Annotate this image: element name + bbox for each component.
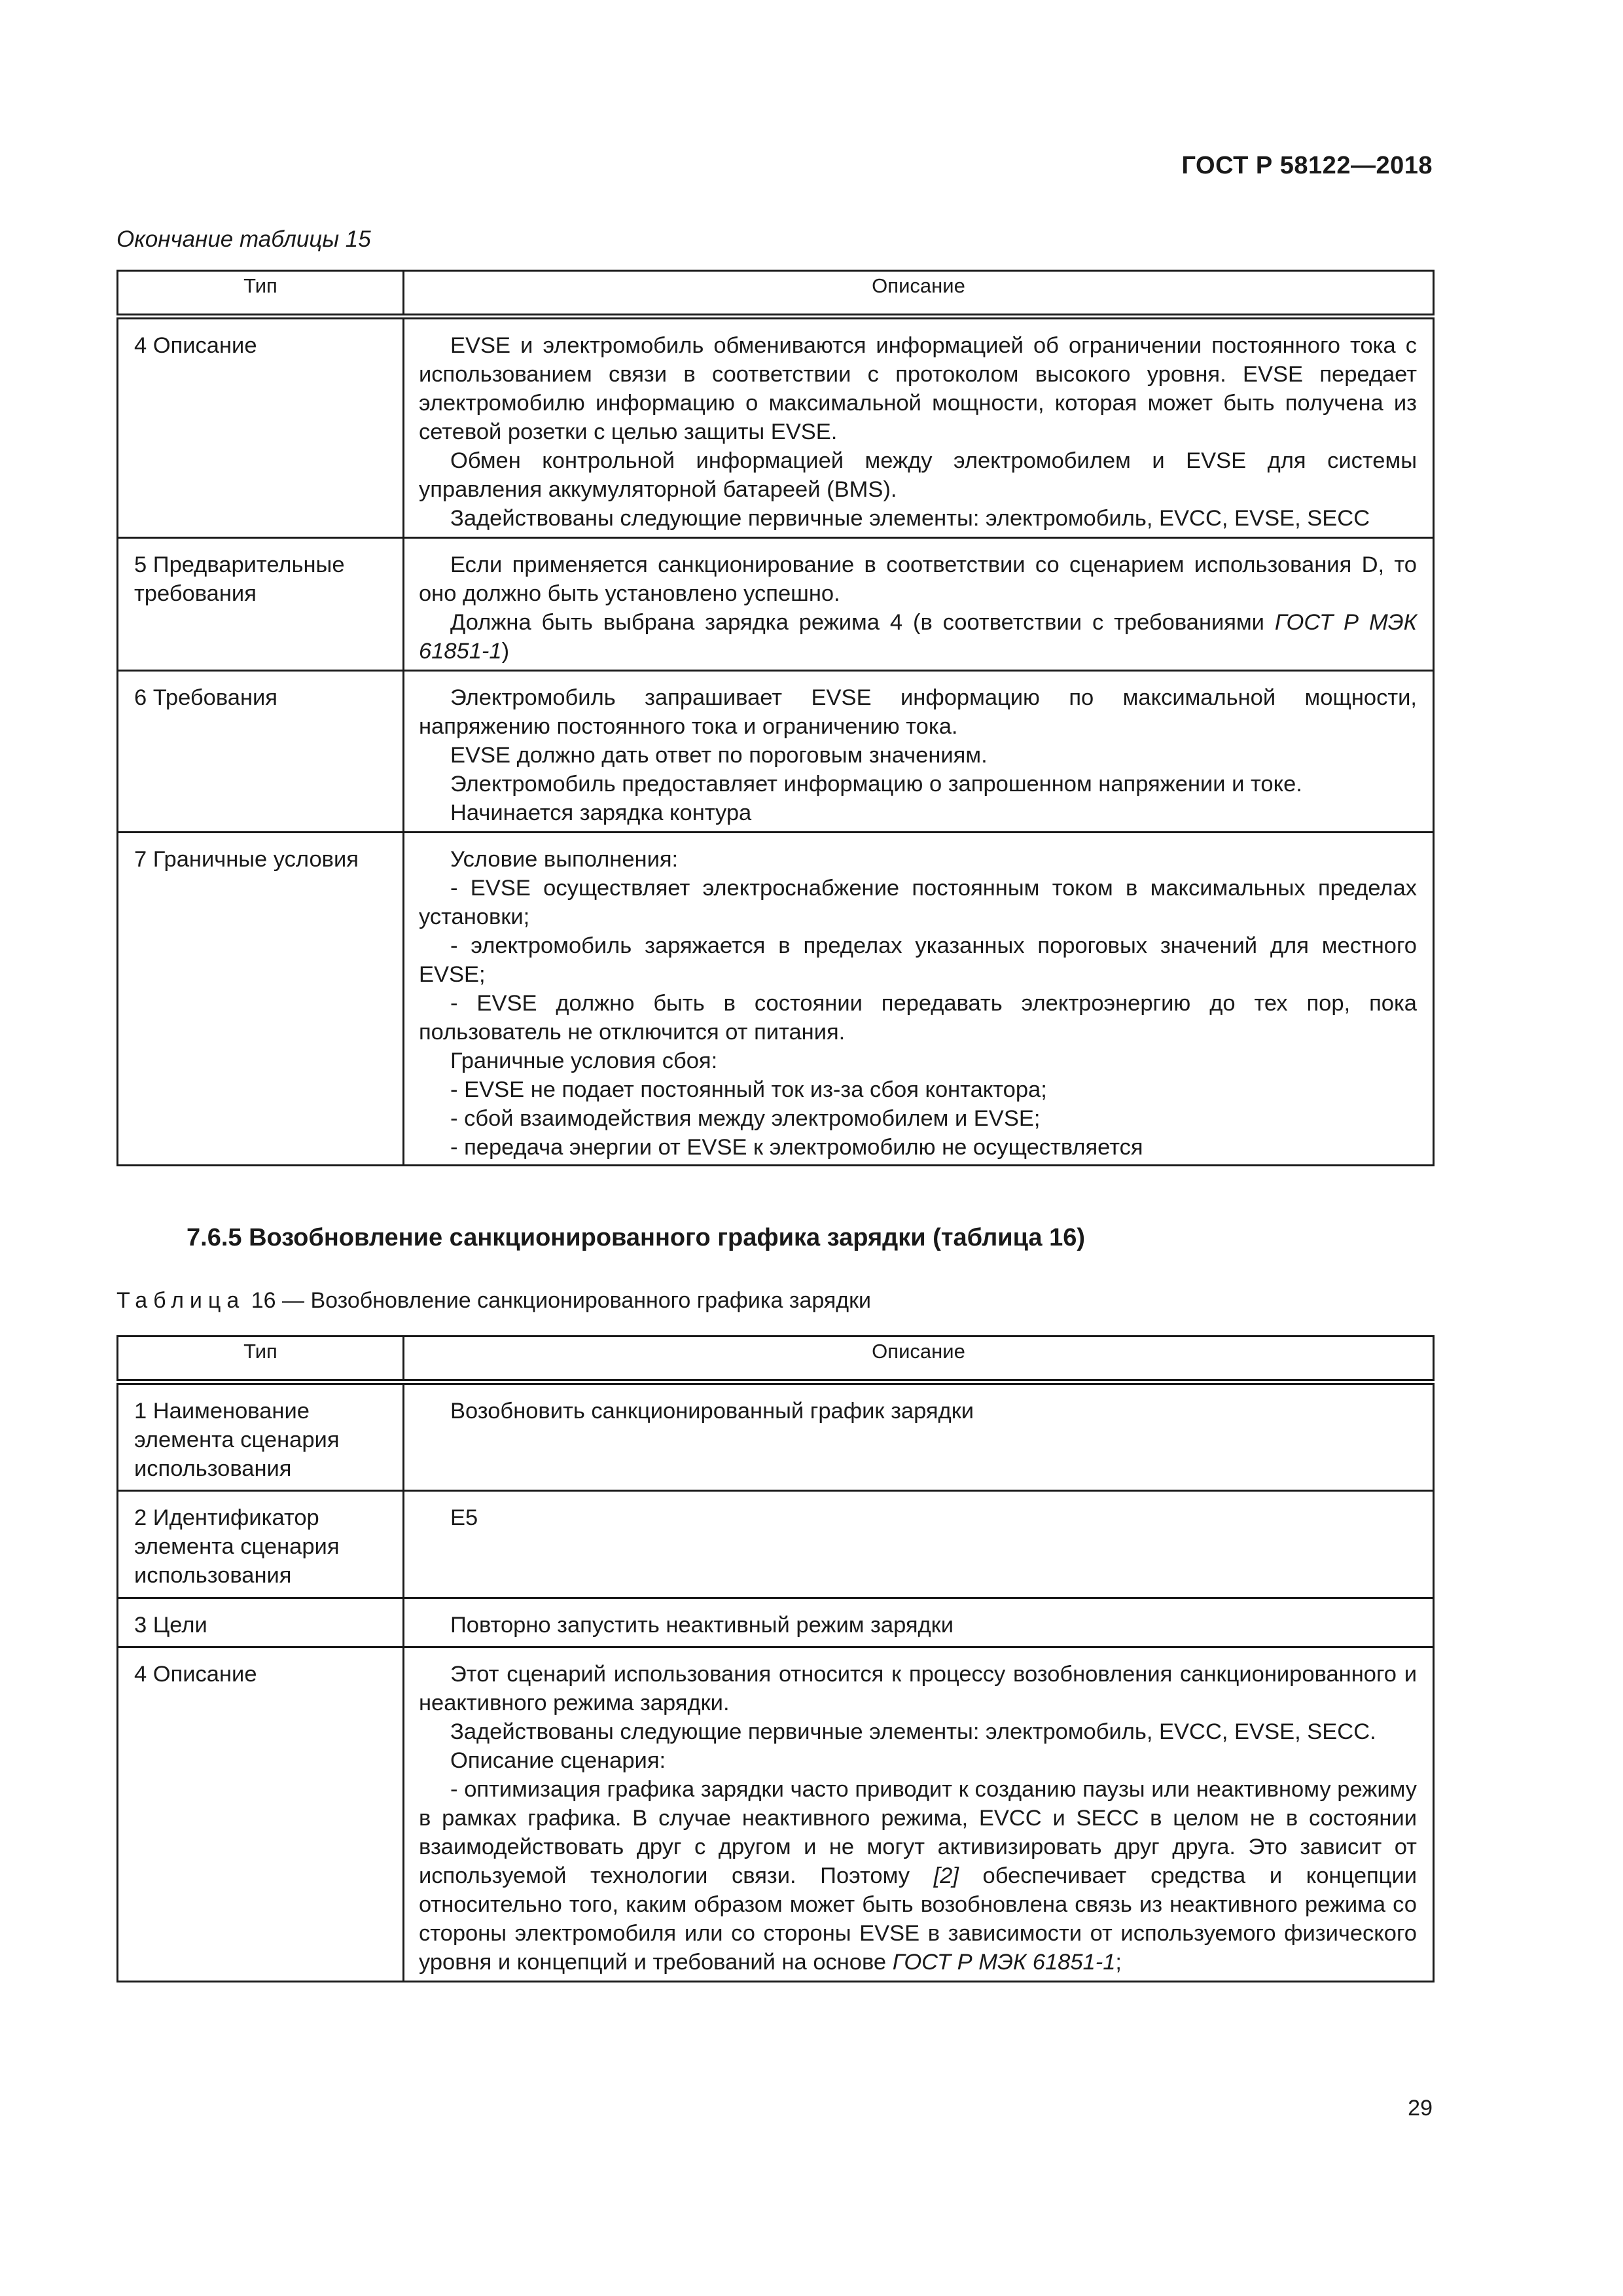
closing-bracket: ) — [501, 639, 510, 664]
paragraph: Повторно запустить неактивный режим зарядки — [450, 1613, 954, 1638]
standard-reference: ГОСТ Р МЭК 61851-1 — [892, 1950, 1116, 1975]
table-row — [118, 1647, 1434, 1982]
paragraph: Электромобиль запрашивает EVSE информацию по максимальной мощности, напряжению постоянного тока и ограничению тока. — [419, 685, 1417, 739]
paragraph: Задействованы следующие первичные элементы: электромобиль, EVCC, EVSE, SECC. — [450, 1719, 1376, 1744]
paragraph: Этот сценарий использования относится к процессу возобновления санкционированного и неактивного режима зарядки. — [419, 1662, 1417, 1715]
paragraph: Если применяется санкционирование в соответствии со сценарием использования D, то оно должно быть установлено успешно. — [419, 552, 1417, 606]
paragraph: - EVSE не подает постоянный ток из-за сбоя контактора; — [450, 1077, 1047, 1102]
document-code: ГОСТ Р 58122—2018 — [1181, 152, 1433, 179]
table-16 — [116, 1335, 1435, 1982]
paragraph: - передача энергии от EVSE к электромобилю не осуществляется — [450, 1135, 1143, 1160]
paragraph: EVSE и электромобиль обмениваются информацией об ограничении постоянного тока с использованием связи в соответствии с протоколом высокого уровня. EVSE передает электромобилю информацию о максимальной мощности, которая может быть получена из сетевой розетки с целью защиты EVSE. — [419, 333, 1417, 444]
column-header-description: Описание — [404, 271, 1434, 317]
row-type-cell: 3 Цели — [118, 1598, 404, 1647]
section-heading: 7.6.5 Возобновление санкционированного графика зарядки (таблица 16) — [187, 1224, 1086, 1251]
paragraph-text: Должна быть выбрана зарядка режима 4 (в соответствии с требованиями — [450, 610, 1264, 635]
table-caption-title: 16 — Возобновление санкционированного графика зарядки — [251, 1288, 872, 1313]
standard-reference: ГОСТ Р МЭК 61851-1 — [419, 610, 1417, 664]
paragraph: E5 — [450, 1505, 478, 1530]
table-15 — [116, 270, 1435, 1166]
table-row — [118, 833, 1434, 1166]
row-description-cell — [404, 538, 1434, 671]
row-type-cell: 7 Граничные условия — [118, 833, 404, 1166]
page-number: 29 — [1408, 2096, 1433, 2121]
paragraph: Начинается зарядка контура — [450, 800, 752, 825]
paragraph-text: - оптимизация графика зарядки часто приводит к созданию паузы или неактивному режиму в рамках графика. В случае неактивного режима, EVCC и SECC в целом не в состоянии взаимодействовать друг с другом и не могут активизировать друг друга. Это зависит от используемой технологии связи. Поэтому — [419, 1777, 1417, 1888]
paragraph: - EVSE должно быть в состоянии передавать электроэнергию до тех пор, пока пользователь не отключится от питания. — [419, 991, 1417, 1045]
table-16-caption — [116, 1288, 871, 1314]
paragraph — [419, 608, 1417, 666]
row-description-cell — [404, 671, 1434, 833]
row-type-cell: 6 Требования — [118, 671, 404, 833]
row-type-cell: 4 Описание — [118, 317, 404, 538]
row-type-cell: 4 Описание — [118, 1647, 404, 1982]
table-row — [118, 1382, 1434, 1491]
table-row — [118, 317, 1434, 538]
row-description-cell — [404, 1491, 1434, 1598]
paragraph: - EVSE осуществляет электроснабжение постоянным током в максимальных пределах установки; — [419, 876, 1417, 929]
paragraph — [419, 1775, 1417, 1977]
row-type-cell: 2 Идентификатор элемента сценария использования — [118, 1491, 404, 1598]
paragraph: Граничные условия сбоя: — [450, 1049, 718, 1073]
paragraph-text: обеспечивает средства и концепции относительно того, каким образом может быть возобновлена связь из неактивного режима со стороны электромобиля или со стороны EVSE в зависимости от используемого физического уровня и концепций и требований на основе — [419, 1863, 1417, 1975]
paragraph: Описание сценария: — [450, 1748, 666, 1773]
row-type-cell: 5 Предварительные требования — [118, 538, 404, 671]
row-description-cell — [404, 1382, 1434, 1491]
column-header-type: Тип — [118, 1336, 404, 1382]
paragraph: - электромобиль заряжается в пределах указанных пороговых значений для местного EVSE; — [419, 933, 1417, 987]
row-description-cell — [404, 317, 1434, 538]
column-header-type: Тип — [118, 271, 404, 317]
paragraph: Условие выполнения: — [450, 847, 679, 872]
paragraph: Обмен контрольной информацией между электромобилем и EVSE для системы управления аккумуляторной батареей (BMS). — [419, 448, 1417, 502]
table-row — [118, 671, 1434, 833]
table-caption-word: Таблица — [116, 1288, 245, 1313]
paragraph: - сбой взаимодействия между электромобилем и EVSE; — [450, 1106, 1041, 1131]
table-15-continuation-caption: Окончание таблицы 15 — [116, 226, 371, 252]
row-description-cell — [404, 1598, 1434, 1647]
column-header-description: Описание — [404, 1336, 1434, 1382]
paragraph: EVSE должно дать ответ по пороговым значениям. — [450, 743, 988, 768]
bibliography-reference: [2] — [933, 1863, 959, 1888]
row-description-cell — [404, 833, 1434, 1166]
paragraph: Задействованы следующие первичные элементы: электромобиль, EVCC, EVSE, SECC — [450, 506, 1370, 531]
table-row — [118, 538, 1434, 671]
paragraph-end: ; — [1115, 1950, 1122, 1975]
table-row — [118, 1598, 1434, 1647]
paragraph: Возобновить санкционированный график зарядки — [450, 1399, 974, 1424]
table-row — [118, 1491, 1434, 1598]
row-type-cell: 1 Наименование элемента сценария использования — [118, 1382, 404, 1491]
row-description-cell — [404, 1647, 1434, 1982]
paragraph: Электромобиль предоставляет информацию о запрошенном напряжении и токе. — [450, 772, 1302, 797]
